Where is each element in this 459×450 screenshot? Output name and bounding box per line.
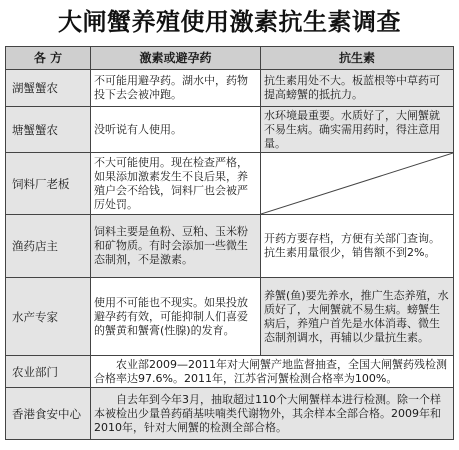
row-source: 饲料厂老板 <box>6 153 91 215</box>
table-row <box>6 278 454 356</box>
row-source: 水产专家 <box>6 278 91 356</box>
row-antibiotic: 开药方要存档，方便有关部门查询。抗生素用量很少，销售额不到2%。 <box>261 215 454 278</box>
header-source: 各 方 <box>6 47 91 70</box>
row-antibiotic: 养蟹(鱼)要先养水，推广生态养殖，水质好了，大闸蟹就不易生病。螃蟹生病后，养殖户首先是水体消毒、微生态制剂调水，再辅以少量抗生素。 <box>261 278 454 356</box>
row-text: 自去年到今年3月，抽取超过110个大闸蟹样本进行检测。除一个样本被检出少量兽药硝基呋喃类代谢物外，其余样本全部合格。2009年和2010年，针对大闸蟹的检测全部合格。 <box>91 388 454 440</box>
row-hormone: 不可能用避孕药。湖水中，药物投下去会被冲跑。 <box>91 70 261 107</box>
table-row <box>6 356 454 388</box>
row-hormone: 使用不可能也不现实。如果投放避孕药有效，可能抑制人们喜爱的蟹黄和蟹膏(性腺)的发育。 <box>91 278 261 356</box>
row-hormone: 不大可能使用。现在检查严格，如果添加激素发生不良后果，养殖户会不给钱，饲料厂也会被严厉处罚。 <box>91 153 261 215</box>
survey-table <box>5 46 454 440</box>
row-source: 渔药店主 <box>6 215 91 278</box>
table-row <box>6 215 454 278</box>
row-source: 农业部门 <box>6 356 91 388</box>
header-antibiotic: 抗生素 <box>261 47 454 70</box>
header-row <box>6 47 454 70</box>
table-row <box>6 107 454 153</box>
row-antibiotic: 抗生素用处不大。板蓝根等中草药可提高螃蟹的抵抗力。 <box>261 70 454 107</box>
table-row <box>6 388 454 440</box>
table-row <box>6 153 454 215</box>
table-row <box>6 70 454 107</box>
row-hormone: 饲料主要是鱼粉、豆粕、玉米粉和矿物质。有时会添加一些微生态制剂，不是激素。 <box>91 215 261 278</box>
page-title: 大闸蟹养殖使用激素抗生素调查 <box>58 8 401 36</box>
header-hormone: 激素或避孕药 <box>91 47 261 70</box>
row-text: 农业部2009—2011年对大闸蟹产地监督抽查，全国大闸蟹药残检测合格率达97.6%。2011年，江苏省河蟹检测合格率为100%。 <box>91 356 454 388</box>
row-source: 塘蟹蟹农 <box>6 107 91 153</box>
diagonal-line <box>261 153 453 214</box>
row-source: 湖蟹蟹农 <box>6 70 91 107</box>
row-hormone: 没听说有人使用。 <box>91 107 261 153</box>
row-antibiotic: 水环境最重要。水质好了，大闸蟹就不易生病。确实需用药时，得注意用量。 <box>261 107 454 153</box>
row-source: 香港食安中心 <box>6 388 91 440</box>
empty-diagonal-cell <box>261 153 454 215</box>
